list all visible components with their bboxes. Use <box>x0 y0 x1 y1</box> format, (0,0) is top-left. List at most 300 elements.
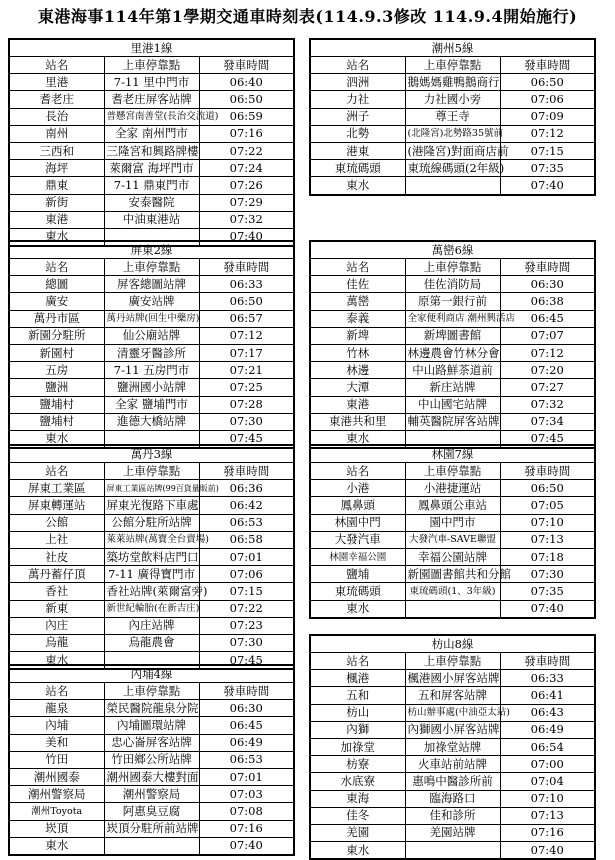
table-row <box>310 790 595 807</box>
table-row <box>310 600 595 618</box>
station-cell: 竹林 <box>310 344 405 361</box>
station-cell: 萬巒 <box>310 293 405 310</box>
time-cell: 07:15 <box>199 583 294 600</box>
time-cell: 07:34 <box>500 413 595 430</box>
time-cell: 07:30 <box>199 634 294 651</box>
station-cell: 東水 <box>9 430 104 448</box>
time-cell: 07:15 <box>500 142 595 159</box>
table-row <box>310 548 595 565</box>
time-cell: 06:53 <box>199 751 294 768</box>
station-cell: 新東 <box>9 600 104 617</box>
station-cell: 東港 <box>310 396 405 413</box>
station-cell: 東水 <box>310 600 405 618</box>
station-cell: 東水 <box>310 177 405 195</box>
table-row <box>310 480 595 497</box>
route-table-r8 <box>309 634 596 860</box>
time-cell: 07:30 <box>500 566 595 583</box>
station-cell: 鳳鼻頭 <box>310 497 405 514</box>
stop-cell: 羌園站牌 <box>405 824 500 841</box>
stop-cell: 內埔圖環站牌 <box>104 717 199 734</box>
header-time: 發車時間 <box>500 259 595 276</box>
header-stop: 上車停靠點 <box>405 653 500 670</box>
header-row <box>9 683 294 700</box>
stop-cell: 東琉線碼頭(2年級) <box>405 160 500 177</box>
table-row <box>310 396 595 413</box>
table-row <box>9 583 294 600</box>
table-row <box>310 327 595 344</box>
stop-cell: 廣安站牌 <box>104 293 199 310</box>
header-stop: 上車停靠點 <box>405 57 500 74</box>
stop-cell: 火車站前站牌 <box>405 756 500 773</box>
stop-cell: 新世紀輪胎(在新吉庄) <box>104 600 199 617</box>
table-row <box>9 160 294 177</box>
stop-cell <box>104 837 199 855</box>
route-table-r3 <box>8 444 295 670</box>
station-cell: 五房 <box>9 362 104 379</box>
header-time: 發車時間 <box>199 259 294 276</box>
time-cell: 07:25 <box>199 379 294 396</box>
table-row <box>310 583 595 600</box>
table-row <box>9 803 294 820</box>
header-stop: 上車停靠點 <box>104 683 199 700</box>
stop-cell: 佳和診所 <box>405 807 500 824</box>
stop-cell: 佳佐消防局 <box>405 276 500 293</box>
station-cell: 萬丹蓄仔頂 <box>9 566 104 583</box>
header-stop: 上車停靠點 <box>104 259 199 276</box>
station-cell: 五和 <box>310 687 405 704</box>
station-cell: 楓港 <box>310 670 405 687</box>
station-cell: 東水 <box>310 842 405 860</box>
time-cell: 07:40 <box>500 600 595 618</box>
table-row <box>9 786 294 803</box>
header-station: 站名 <box>9 463 104 480</box>
table-row <box>9 91 294 108</box>
stop-cell: 鵝媽媽雞鴨鵝商行 <box>405 74 500 91</box>
table-row <box>9 211 294 228</box>
stop-cell: 新庄站牌 <box>405 379 500 396</box>
stop-cell: 林邊農會竹林分會 <box>405 344 500 361</box>
time-cell: 07:00 <box>500 756 595 773</box>
time-cell: 06:54 <box>500 738 595 755</box>
table-row <box>310 807 595 824</box>
table-row <box>9 514 294 531</box>
stop-cell: 清靈牙醫診所 <box>104 344 199 361</box>
stop-cell: 忠心崙屏客站牌 <box>104 734 199 751</box>
header-time: 發車時間 <box>199 463 294 480</box>
stop-cell: 加祿堂站牌 <box>405 738 500 755</box>
table-row <box>9 531 294 548</box>
stop-cell: 築坊堂飲料店門口 <box>104 548 199 565</box>
header-row <box>310 653 595 670</box>
time-cell: 06:36 <box>199 480 294 497</box>
time-cell: 07:13 <box>500 807 595 824</box>
table-row <box>9 751 294 768</box>
station-cell: 水底寮 <box>310 773 405 790</box>
time-cell: 06:33 <box>199 276 294 293</box>
stop-cell: 屏客總圖站牌 <box>104 276 199 293</box>
time-cell: 06:50 <box>500 74 595 91</box>
table-row <box>310 531 595 548</box>
table-row <box>310 344 595 361</box>
stop-cell: 全家 鹽埔門市 <box>104 396 199 413</box>
time-cell: 06:38 <box>500 293 595 310</box>
time-cell: 07:22 <box>199 600 294 617</box>
time-cell: 06:40 <box>199 74 294 91</box>
table-row <box>9 74 294 91</box>
time-cell: 07:17 <box>199 344 294 361</box>
table-row <box>9 617 294 634</box>
table-row <box>9 276 294 293</box>
route-table-r2 <box>8 240 295 449</box>
time-cell: 06:33 <box>500 670 595 687</box>
station-cell: 佳佐 <box>310 276 405 293</box>
table-row <box>9 734 294 751</box>
time-cell: 07:24 <box>199 160 294 177</box>
stop-cell: 內獅國小屏客站牌 <box>405 721 500 738</box>
time-cell: 07:01 <box>199 768 294 785</box>
stop-cell: 屏東工業區站牌(99百貨量販前) <box>104 480 199 497</box>
stop-cell: 潮州國泰大樓對面 <box>104 768 199 785</box>
table-row <box>9 194 294 211</box>
station-cell: 崁頂 <box>9 820 104 837</box>
table-row <box>310 74 595 91</box>
station-cell: 竹田 <box>9 751 104 768</box>
time-cell: 06:50 <box>500 480 595 497</box>
stop-cell: 7-11 鼎東門市 <box>104 177 199 194</box>
stop-cell: 全家便利商店 潮州興活店 <box>405 310 500 327</box>
time-cell: 07:10 <box>500 790 595 807</box>
stop-cell: 普懸宮南善堂(長治交流道) <box>104 108 199 125</box>
stop-cell: 安泰醫院 <box>104 194 199 211</box>
station-cell: 內獅 <box>310 721 405 738</box>
station-cell: 林園幸福公園 <box>310 548 405 565</box>
table-row <box>310 497 595 514</box>
header-station: 站名 <box>9 57 104 74</box>
station-cell: 鹽洲 <box>9 379 104 396</box>
header-stop: 上車停靠點 <box>104 57 199 74</box>
table-row <box>310 362 595 379</box>
time-cell: 07:12 <box>500 125 595 142</box>
time-cell: 07:40 <box>199 228 294 246</box>
time-cell: 07:30 <box>199 413 294 430</box>
stop-cell: 大發汽車-SAVE聯盟 <box>405 531 500 548</box>
table-row <box>310 108 595 125</box>
time-cell: 06:50 <box>199 293 294 310</box>
route-name: 萬巒6線 <box>310 241 595 259</box>
header-station: 站名 <box>310 57 405 74</box>
time-cell: 07:22 <box>199 142 294 159</box>
station-cell: 潮州警察局 <box>9 786 104 803</box>
stop-cell: 7-11 里中門市 <box>104 74 199 91</box>
station-cell: 小港 <box>310 480 405 497</box>
stop-cell: 公館分駐所站牌 <box>104 514 199 531</box>
route-name: 屏東2線 <box>9 241 294 259</box>
stop-cell: 仙公廟站牌 <box>104 327 199 344</box>
time-cell: 07:40 <box>199 837 294 855</box>
stop-cell: 萊爾富 海坪門市 <box>104 160 199 177</box>
page-title: 東港海事114年第1學期交通車時刻表(114.9.3修改 114.9.4開始施行) <box>37 7 578 26</box>
station-cell: 北勢 <box>310 125 405 142</box>
table-row <box>9 177 294 194</box>
stop-cell: 新園圖書館共和分館 <box>405 566 500 583</box>
time-cell: 07:32 <box>199 211 294 228</box>
header-station: 站名 <box>9 259 104 276</box>
stop-cell: (港隆宮)對面商店前 <box>405 142 500 159</box>
time-cell: 07:23 <box>199 617 294 634</box>
table-row <box>310 842 595 860</box>
table-row <box>310 773 595 790</box>
stop-cell: 萬丹站牌(回生中藥房) <box>104 310 199 327</box>
header-time: 發車時間 <box>199 683 294 700</box>
stop-cell: 三隆宮和興路牌樓 <box>104 142 199 159</box>
stop-cell: 內庄站牌 <box>104 617 199 634</box>
table-row <box>9 379 294 396</box>
stop-cell: 竹田鄉公所站牌 <box>104 751 199 768</box>
station-cell: 港東 <box>310 142 405 159</box>
time-cell: 06:59 <box>199 108 294 125</box>
stop-cell: 烏龍農會 <box>104 634 199 651</box>
station-cell: 林園中門 <box>310 514 405 531</box>
station-cell: 東港 <box>9 211 104 228</box>
station-cell: 新園村 <box>9 344 104 361</box>
stop-cell: 中山路鮮茶道前 <box>405 362 500 379</box>
route-name: 潮州5線 <box>310 39 595 57</box>
stop-cell: 7-11 五房門市 <box>104 362 199 379</box>
station-cell: 萬丹市區 <box>9 310 104 327</box>
table-row <box>310 379 595 396</box>
table-row <box>9 142 294 159</box>
table-row <box>9 768 294 785</box>
route-table-r5 <box>309 38 596 196</box>
stop-cell: 7-11 廣得寶門市 <box>104 566 199 583</box>
time-cell: 07:32 <box>500 396 595 413</box>
stop-cell: 惠鳴中醫診所前 <box>405 773 500 790</box>
route-table-r1 <box>8 38 295 247</box>
route-name: 枋山8線 <box>310 635 595 653</box>
time-cell: 07:16 <box>199 820 294 837</box>
table-row <box>9 310 294 327</box>
header-row <box>310 57 595 74</box>
table-row <box>9 717 294 734</box>
table-row <box>310 704 595 721</box>
table-row <box>310 91 595 108</box>
table-row <box>9 634 294 651</box>
station-cell: 潮州國泰 <box>9 768 104 785</box>
station-cell: 鼎東 <box>9 177 104 194</box>
station-cell: 東水 <box>310 430 405 448</box>
stop-cell: 全家 南州門市 <box>104 125 199 142</box>
station-cell: 泰義 <box>310 310 405 327</box>
station-cell: 海坪 <box>9 160 104 177</box>
table-row <box>9 837 294 855</box>
time-cell: 07:07 <box>500 327 595 344</box>
header-station: 站名 <box>9 683 104 700</box>
table-row <box>9 820 294 837</box>
time-cell: 07:03 <box>199 786 294 803</box>
station-cell: 力社 <box>310 91 405 108</box>
header-time: 發車時間 <box>500 653 595 670</box>
table-row <box>310 177 595 195</box>
stop-cell: 香社站牌(萊爾富旁) <box>104 583 199 600</box>
station-cell: 美和 <box>9 734 104 751</box>
table-row <box>9 396 294 413</box>
time-cell: 07:35 <box>500 160 595 177</box>
station-cell: 耆老庄 <box>9 91 104 108</box>
station-cell: 社皮 <box>9 548 104 565</box>
station-cell: 加祿堂 <box>310 738 405 755</box>
table-row <box>9 480 294 497</box>
station-cell: 東水 <box>9 652 104 670</box>
header-row <box>310 259 595 276</box>
table-row <box>310 687 595 704</box>
table-row <box>310 824 595 841</box>
stop-cell: 進德大橋站牌 <box>104 413 199 430</box>
time-cell: 07:06 <box>199 566 294 583</box>
stop-cell: 新埤圖書館 <box>405 327 500 344</box>
route-table-r7 <box>309 444 596 619</box>
time-cell: 06:53 <box>199 514 294 531</box>
time-cell: 06:45 <box>199 717 294 734</box>
time-cell: 07:13 <box>500 531 595 548</box>
stop-cell: 潮州警察局 <box>104 786 199 803</box>
stop-cell: 枋山辦事處(中油亞太站) <box>405 704 500 721</box>
stop-cell: 屏東光復路下車處 <box>104 497 199 514</box>
station-cell: 南州 <box>9 125 104 142</box>
time-cell: 06:30 <box>500 276 595 293</box>
time-cell: 07:16 <box>199 125 294 142</box>
table-row <box>9 293 294 310</box>
table-row <box>310 670 595 687</box>
stop-cell: 臨海路口 <box>405 790 500 807</box>
time-cell: 06:45 <box>500 310 595 327</box>
stop-cell: 五和屏客站牌 <box>405 687 500 704</box>
station-cell: 新埤 <box>310 327 405 344</box>
station-cell: 鹽埔村 <box>9 413 104 430</box>
time-cell: 07:35 <box>500 583 595 600</box>
route-table-r6 <box>309 240 596 449</box>
time-cell: 07:29 <box>199 194 294 211</box>
stop-cell: 中山國宅站牌 <box>405 396 500 413</box>
time-cell: 07:01 <box>199 548 294 565</box>
station-cell: 洲子 <box>310 108 405 125</box>
time-cell: 06:41 <box>500 687 595 704</box>
header-station: 站名 <box>310 259 405 276</box>
table-row <box>310 142 595 159</box>
table-row <box>310 721 595 738</box>
stop-cell <box>405 177 500 195</box>
time-cell: 07:45 <box>199 652 294 670</box>
header-stop: 上車停靠點 <box>405 259 500 276</box>
header-row <box>9 259 294 276</box>
time-cell: 07:40 <box>500 177 595 195</box>
table-row <box>9 108 294 125</box>
time-cell: 07:18 <box>500 548 595 565</box>
table-row <box>310 738 595 755</box>
table-row <box>310 160 595 177</box>
time-cell: 07:45 <box>500 430 595 448</box>
table-row <box>310 756 595 773</box>
station-cell: 東港共和里 <box>310 413 405 430</box>
station-cell: 上社 <box>9 531 104 548</box>
station-cell: 三西和 <box>9 142 104 159</box>
stop-cell: 耆老庄屏客站牌 <box>104 91 199 108</box>
stop-cell: 崁頂分駐所前站牌 <box>104 820 199 837</box>
table-row <box>9 344 294 361</box>
table-row <box>9 600 294 617</box>
header-time: 發車時間 <box>500 463 595 480</box>
station-cell: 龍泉 <box>9 700 104 717</box>
table-row <box>9 548 294 565</box>
table-row <box>310 125 595 142</box>
header-row <box>9 463 294 480</box>
station-cell: 大潭 <box>310 379 405 396</box>
route-name: 內埔4線 <box>9 665 294 683</box>
station-cell: 潮州Toyota <box>9 803 104 820</box>
route-name: 里港1線 <box>9 39 294 57</box>
stop-cell: 萊萊站牌(萬寶全台賣場) <box>104 531 199 548</box>
table-row <box>310 566 595 583</box>
stop-cell: 幸福公園站牌 <box>405 548 500 565</box>
station-cell: 香社 <box>9 583 104 600</box>
header-row <box>9 57 294 74</box>
station-cell: 公館 <box>9 514 104 531</box>
route-name: 林園7線 <box>310 445 595 463</box>
table-row <box>310 276 595 293</box>
time-cell: 07:09 <box>500 108 595 125</box>
station-cell: 鹽埔 <box>310 566 405 583</box>
time-cell: 07:26 <box>199 177 294 194</box>
stop-cell: 榮民醫院龍泉分院 <box>104 700 199 717</box>
table-row <box>9 566 294 583</box>
stop-cell: (北隆宮)北勢路35號前 <box>405 125 500 142</box>
station-cell: 大發汽車 <box>310 531 405 548</box>
table-row <box>310 310 595 327</box>
time-cell: 07:40 <box>500 842 595 860</box>
header-time: 發車時間 <box>199 57 294 74</box>
station-cell: 廣安 <box>9 293 104 310</box>
time-cell: 06:49 <box>199 734 294 751</box>
time-cell: 07:08 <box>199 803 294 820</box>
station-cell: 長治 <box>9 108 104 125</box>
table-row <box>9 362 294 379</box>
station-cell: 鹽埔村 <box>9 396 104 413</box>
time-cell: 07:16 <box>500 824 595 841</box>
stop-cell <box>405 600 500 618</box>
header-station: 站名 <box>310 653 405 670</box>
header-stop: 上車停靠點 <box>104 463 199 480</box>
stop-cell: 中油東港站 <box>104 211 199 228</box>
header-time: 發車時間 <box>500 57 595 74</box>
stop-cell: 園中門市 <box>405 514 500 531</box>
stop-cell: 輔英醫院屏客站牌 <box>405 413 500 430</box>
time-cell: 07:04 <box>500 773 595 790</box>
table-row <box>9 327 294 344</box>
time-cell: 07:27 <box>500 379 595 396</box>
table-row <box>9 497 294 514</box>
station-cell: 泗洲 <box>310 74 405 91</box>
stop-cell: 阿惠臭豆腐 <box>104 803 199 820</box>
station-cell: 枋山 <box>310 704 405 721</box>
header-station: 站名 <box>310 463 405 480</box>
time-cell: 06:49 <box>500 721 595 738</box>
table-row <box>310 413 595 430</box>
header-row <box>310 463 595 480</box>
stop-cell: 鳳鼻頭公車站 <box>405 497 500 514</box>
station-cell: 里港 <box>9 74 104 91</box>
time-cell: 07:05 <box>500 497 595 514</box>
station-cell: 總圖 <box>9 276 104 293</box>
stop-cell <box>405 842 500 860</box>
